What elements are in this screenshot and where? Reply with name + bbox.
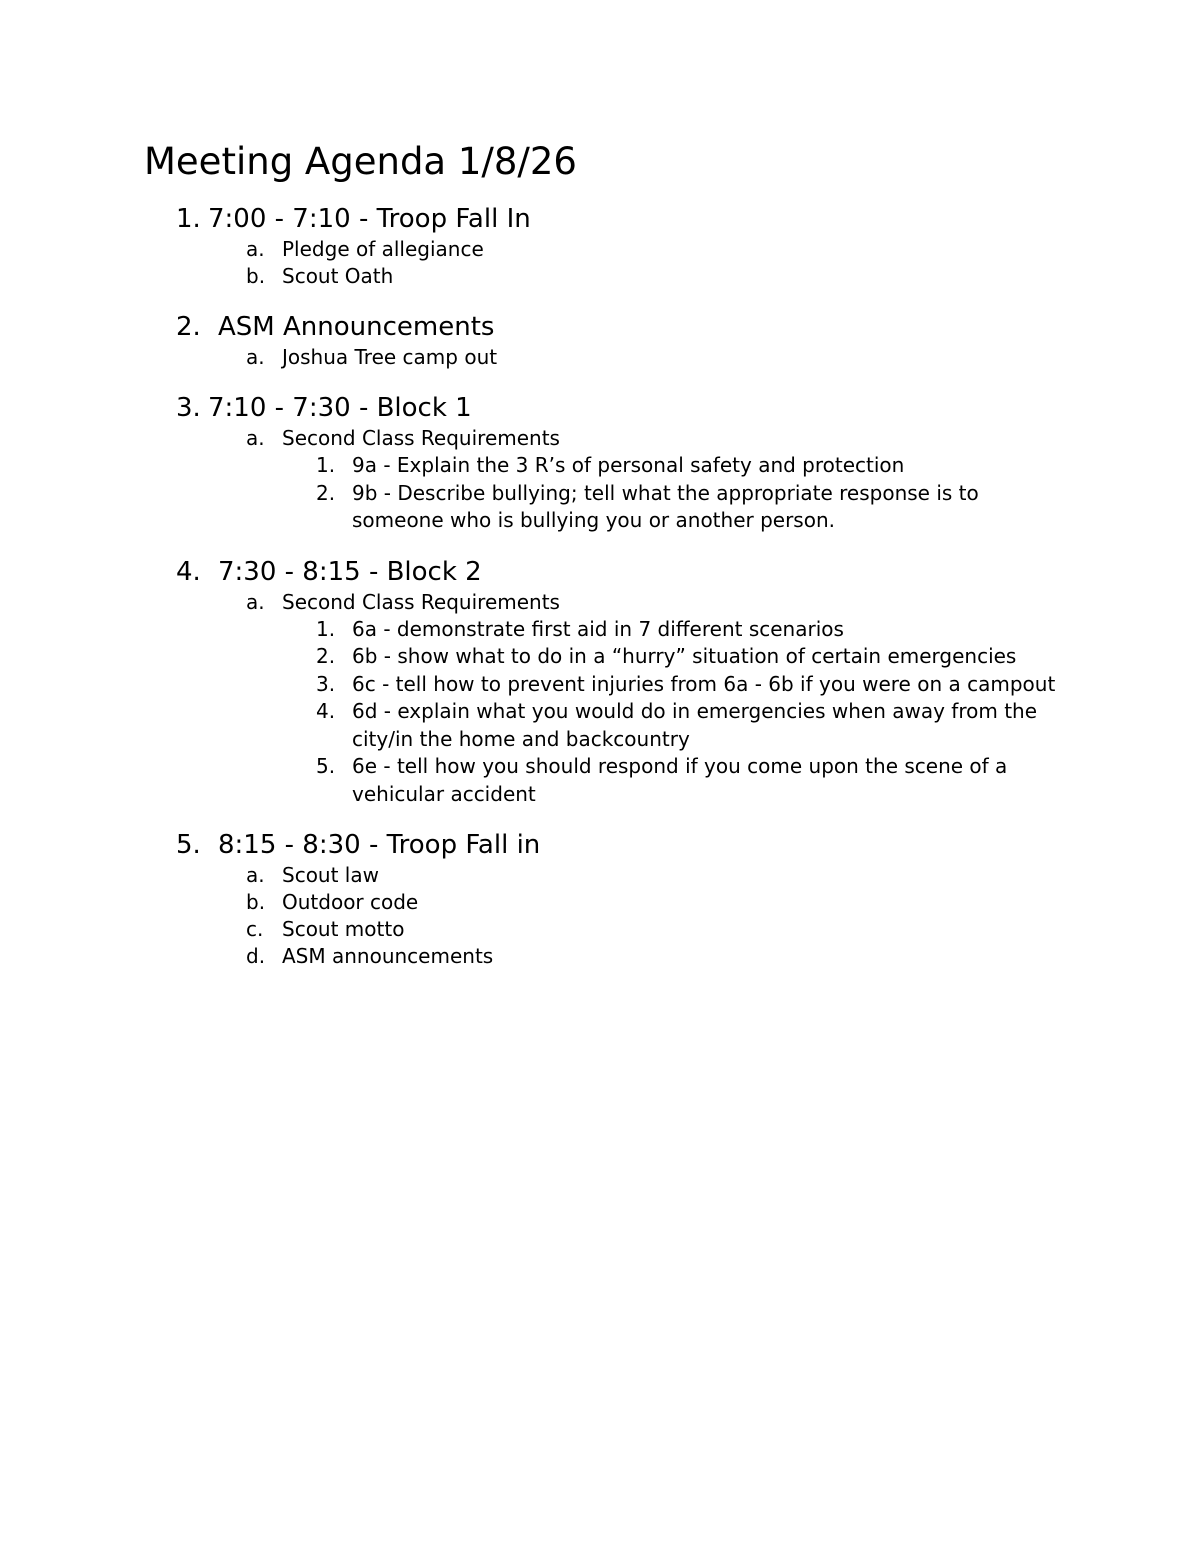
sub-list-item-number: 4.	[316, 699, 336, 723]
section-heading-text: 7:00 - 7:10 - Troop Fall In	[208, 204, 531, 234]
list-item-letter: a.	[246, 237, 265, 261]
list-item-text: Second Class Requirements	[282, 426, 560, 450]
list-item	[144, 425, 1074, 452]
section-heading-text: 8:15 - 8:30 - Troop Fall in	[218, 830, 541, 860]
section-number: 1.	[176, 204, 201, 234]
list-item-text: Scout motto	[282, 917, 405, 941]
sub-list-item-text: 6e - tell how you should respond if you come upon the scene of a vehicular accident	[352, 754, 1008, 806]
page-title: Meeting Agenda 1/8/26	[144, 140, 577, 183]
sub-list-item	[144, 480, 1074, 535]
sub-list-item	[144, 616, 1074, 644]
sub-list-item-number: 3.	[316, 671, 336, 696]
section-heading-text: 7:10 - 7:30 - Block 1	[208, 393, 472, 423]
list-item	[144, 943, 1074, 970]
agenda-section	[144, 310, 1074, 371]
list-item-letter: a.	[246, 426, 265, 450]
list-item-text: Second Class Requirements	[282, 589, 560, 614]
list-item-letter: b.	[246, 264, 266, 288]
list-item	[144, 236, 1074, 263]
sub-list-item	[144, 698, 1074, 753]
sub-list-item	[144, 643, 1074, 671]
sub-list-item	[144, 452, 1074, 480]
agenda-section	[144, 555, 1074, 809]
list-item-text: Scout law	[282, 863, 379, 887]
list-item-letter: a.	[246, 863, 265, 887]
list-item-letter: a.	[246, 345, 265, 369]
agenda-section	[144, 828, 1074, 970]
sub-list-item-number: 5.	[316, 754, 336, 778]
document-page	[144, 138, 1074, 990]
list-item-letter: d.	[246, 944, 266, 968]
sub-list-item-number: 1.	[316, 616, 336, 641]
list-item	[144, 916, 1074, 943]
list-item-letter: b.	[246, 890, 266, 914]
agenda-list	[144, 202, 1074, 970]
section-number: 2.	[176, 312, 201, 342]
section-heading	[144, 555, 1074, 589]
section-number: 5.	[176, 830, 201, 860]
sub-list-item	[144, 753, 1074, 808]
sub-list-item-text: 6b - show what to do in a “hurry” situation of certain emergencies	[352, 644, 1017, 668]
list-item	[144, 889, 1074, 916]
section-heading	[144, 828, 1074, 862]
list-item-text: ASM announcements	[282, 944, 494, 968]
list-item	[144, 862, 1074, 889]
sub-list-item-text: 6d - explain what you would do in emergencies when away from the city/in the home and backcountry	[352, 699, 1038, 751]
list-item	[144, 263, 1074, 290]
sub-list-item-number: 2.	[316, 480, 336, 505]
sub-list-item-text: 9a - Explain the 3 R’s of personal safety and protection	[352, 453, 905, 477]
sub-list-item-text: 9b - Describe bullying; tell what the appropriate response is to someone who is bullying you or another person.	[352, 480, 979, 532]
section-number: 3.	[176, 393, 201, 423]
sub-list-item-number: 1.	[316, 453, 336, 477]
agenda-section	[144, 202, 1074, 290]
section-number: 4.	[176, 556, 201, 587]
section-heading	[144, 391, 1074, 425]
list-item-letter: c.	[246, 917, 264, 941]
list-item-text: Scout Oath	[282, 264, 394, 288]
list-item-text: Outdoor code	[282, 890, 419, 914]
sub-list-item-text: 6a - demonstrate first aid in 7 different scenarios	[352, 616, 844, 641]
list-item	[144, 589, 1074, 616]
agenda-section	[144, 391, 1074, 535]
sub-list-item	[144, 671, 1074, 699]
list-item-text: Pledge of allegiance	[282, 237, 484, 261]
list-item	[144, 344, 1074, 371]
section-heading	[144, 202, 1074, 236]
sub-list-item-number: 2.	[316, 644, 336, 668]
sub-list-item-text: 6c - tell how to prevent injuries from 6a - 6b if you were on a campout	[352, 671, 1056, 696]
list-item-letter: a.	[246, 589, 265, 614]
section-heading-text: ASM Announcements	[218, 312, 495, 342]
list-item-text: Joshua Tree camp out	[282, 345, 498, 369]
section-heading	[144, 310, 1074, 344]
section-heading-text: 7:30 - 8:15 - Block 2	[218, 556, 482, 587]
